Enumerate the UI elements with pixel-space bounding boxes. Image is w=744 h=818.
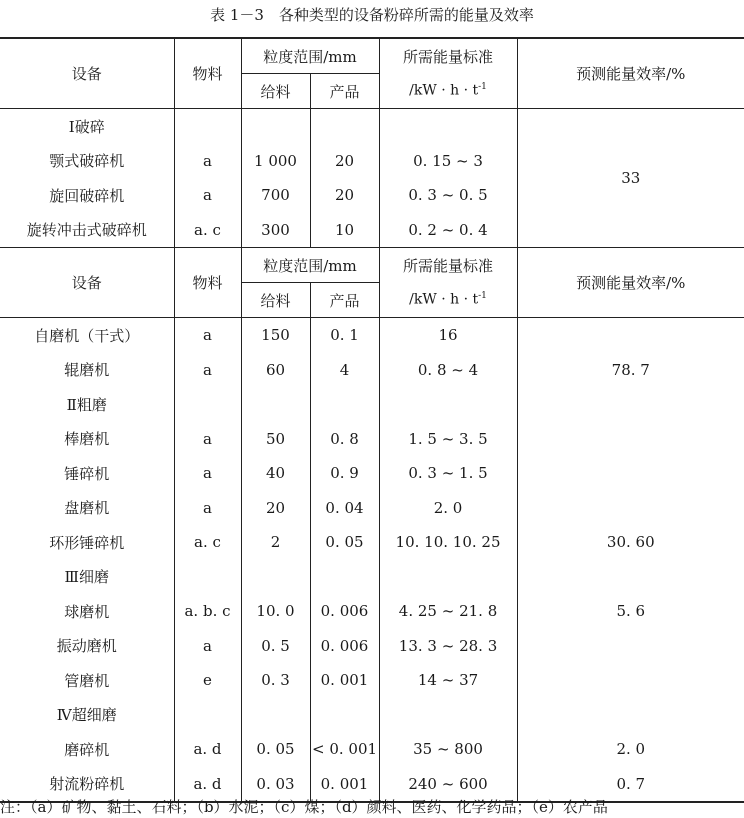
header-product: 产品 <box>310 74 379 109</box>
efficiency-cell <box>517 491 744 526</box>
section-title-row <box>0 698 744 733</box>
energy-cell: 0. 2 ~ 0. 4 <box>379 213 517 248</box>
efficiency-cell: 2. 0 <box>517 732 744 767</box>
header-size-range: 粒度范围/mm <box>241 38 379 74</box>
efficiency-cell <box>517 663 744 698</box>
efficiency-cell <box>517 318 744 353</box>
product-cell: 0. 001 <box>310 663 379 698</box>
header-device: 设备 <box>0 248 174 318</box>
material-cell: a. c <box>174 213 241 248</box>
energy-cell: 2. 0 <box>379 491 517 526</box>
efficiency-cell <box>517 422 744 457</box>
feed-cell: 700 <box>241 178 310 213</box>
table-row <box>0 491 744 526</box>
material-cell: a <box>174 491 241 526</box>
energy-cell: 4. 25 ~ 21. 8 <box>379 594 517 629</box>
header-row <box>0 38 744 74</box>
feed-cell: 60 <box>241 353 310 388</box>
product-cell: 0. 001 <box>310 767 379 803</box>
section-title-row <box>0 560 744 595</box>
section-title: Ⅱ粗磨 <box>66 395 107 414</box>
energy-cell: 240 ~ 600 <box>379 767 517 803</box>
device-cell: 锤碎机 <box>64 464 110 483</box>
efficiency-cell: 30. 60 <box>517 525 744 560</box>
efficiency-cell: 78. 7 <box>517 353 744 388</box>
device-cell: 管磨机 <box>64 671 110 690</box>
feed-cell: 1 000 <box>241 144 310 179</box>
material-cell: a <box>174 629 241 664</box>
material-cell: a <box>174 178 241 213</box>
product-cell: 4 <box>310 353 379 388</box>
section-title: Ⅳ超细磨 <box>56 706 117 725</box>
energy-cell: 0. 15 ~ 3 <box>379 144 517 179</box>
energy-cell: 13. 3 ~ 28. 3 <box>379 629 517 664</box>
device-cell: 振动磨机 <box>56 637 117 656</box>
material-cell: a <box>174 144 241 179</box>
table-row <box>0 456 744 491</box>
table-row <box>0 594 744 629</box>
feed-cell: 50 <box>241 422 310 457</box>
header-energy-line1: 所需能量标准 <box>379 248 517 283</box>
device-cell: 辊磨机 <box>64 361 110 380</box>
device-cell: 棒磨机 <box>64 430 110 449</box>
efficiency-cell: 0. 7 <box>517 767 744 803</box>
material-cell: a <box>174 422 241 457</box>
section-title: Ⅰ破碎 <box>68 117 105 136</box>
material-cell: a <box>174 353 241 388</box>
material-cell: a. d <box>174 732 241 767</box>
header-size-range: 粒度范围/mm <box>241 248 379 283</box>
feed-cell: 0. 05 <box>241 732 310 767</box>
table-caption: 表 1－3 各种类型的设备粉碎所需的能量及效率 <box>210 6 534 24</box>
header-energy-unit: $/kW \cdot h \cdot t^{-1}$ <box>379 283 517 318</box>
header-energy-line1: 所需能量标准 <box>379 38 517 74</box>
device-cell: 自磨机（干式） <box>34 326 140 345</box>
feed-cell: 10. 0 <box>241 594 310 629</box>
efficiency-cell <box>517 629 744 664</box>
product-cell: < 0. 001 <box>310 732 379 767</box>
product-cell: 0. 8 <box>310 422 379 457</box>
header-row <box>0 248 744 283</box>
section-title: Ⅲ细磨 <box>64 568 109 587</box>
product-cell: 0. 006 <box>310 629 379 664</box>
product-cell: 20 <box>310 178 379 213</box>
header-material: 物料 <box>174 248 241 318</box>
material-cell: a. b. c <box>174 594 241 629</box>
feed-cell: 0. 3 <box>241 663 310 698</box>
device-cell: 环形锤碎机 <box>49 533 125 552</box>
section-title-row <box>0 109 744 144</box>
product-cell: 0. 04 <box>310 491 379 526</box>
header-efficiency: 预测能量效率/% <box>517 38 744 109</box>
product-cell: 0. 9 <box>310 456 379 491</box>
header-feed: 给料 <box>241 74 310 109</box>
product-cell: 10 <box>310 213 379 248</box>
material-cell: a <box>174 318 241 353</box>
feed-cell: 150 <box>241 318 310 353</box>
table-row <box>0 353 744 388</box>
material-cell: a <box>174 456 241 491</box>
energy-cell: 0. 3 ~ 1. 5 <box>379 456 517 491</box>
energy-cell: 10. 10. 10. 25 <box>379 525 517 560</box>
feed-cell: 20 <box>241 491 310 526</box>
product-cell: 0. 006 <box>310 594 379 629</box>
header-feed: 给料 <box>241 283 310 318</box>
device-cell: 旋回破碎机 <box>49 186 125 205</box>
feed-cell: 2 <box>241 525 310 560</box>
energy-table <box>0 37 744 803</box>
material-cell: a. d <box>174 767 241 803</box>
product-cell: 0. 1 <box>310 318 379 353</box>
table-footnote: 注：（a）矿物、黏土、石料；（b）水泥；（c）煤；（d）颜料、医药、化学药品；（e）农产品 <box>0 798 608 816</box>
feed-cell: 300 <box>241 213 310 248</box>
header-device: 设备 <box>0 38 174 109</box>
table-row <box>0 318 744 353</box>
device-cell: 磨碎机 <box>64 740 110 759</box>
header-product: 产品 <box>310 283 379 318</box>
table-row <box>0 629 744 664</box>
device-cell: 颚式破碎机 <box>49 152 125 171</box>
device-cell: 旋转冲击式破碎机 <box>26 221 147 240</box>
energy-cell: 16 <box>379 318 517 353</box>
device-cell: 球磨机 <box>64 602 110 621</box>
material-cell: e <box>174 663 241 698</box>
header-energy-unit: $/kW \cdot h \cdot t^{-1}$ <box>379 74 517 109</box>
device-cell: 盘磨机 <box>64 499 110 518</box>
header-efficiency: 预测能量效率/% <box>517 248 744 318</box>
header-material: 物料 <box>174 38 241 109</box>
efficiency-cell: 5. 6 <box>517 594 744 629</box>
product-cell: 20 <box>310 144 379 179</box>
table-row <box>0 732 744 767</box>
device-cell: 射流粉碎机 <box>0 767 174 803</box>
energy-cell: 0. 3 ~ 0. 5 <box>379 178 517 213</box>
feed-cell: 40 <box>241 456 310 491</box>
table-row <box>0 663 744 698</box>
table-row <box>0 422 744 457</box>
feed-cell: 0. 5 <box>241 629 310 664</box>
table-row <box>0 525 744 560</box>
material-cell: a. c <box>174 525 241 560</box>
section-title-row <box>0 387 744 422</box>
feed-cell: 0. 03 <box>241 767 310 803</box>
efficiency-cell: 33 <box>517 109 744 248</box>
energy-cell: 35 ~ 800 <box>379 732 517 767</box>
efficiency-cell <box>517 456 744 491</box>
energy-cell: 14 ~ 37 <box>379 663 517 698</box>
product-cell: 0. 05 <box>310 525 379 560</box>
energy-cell: 1. 5 ~ 3. 5 <box>379 422 517 457</box>
energy-cell: 0. 8 ~ 4 <box>379 353 517 388</box>
